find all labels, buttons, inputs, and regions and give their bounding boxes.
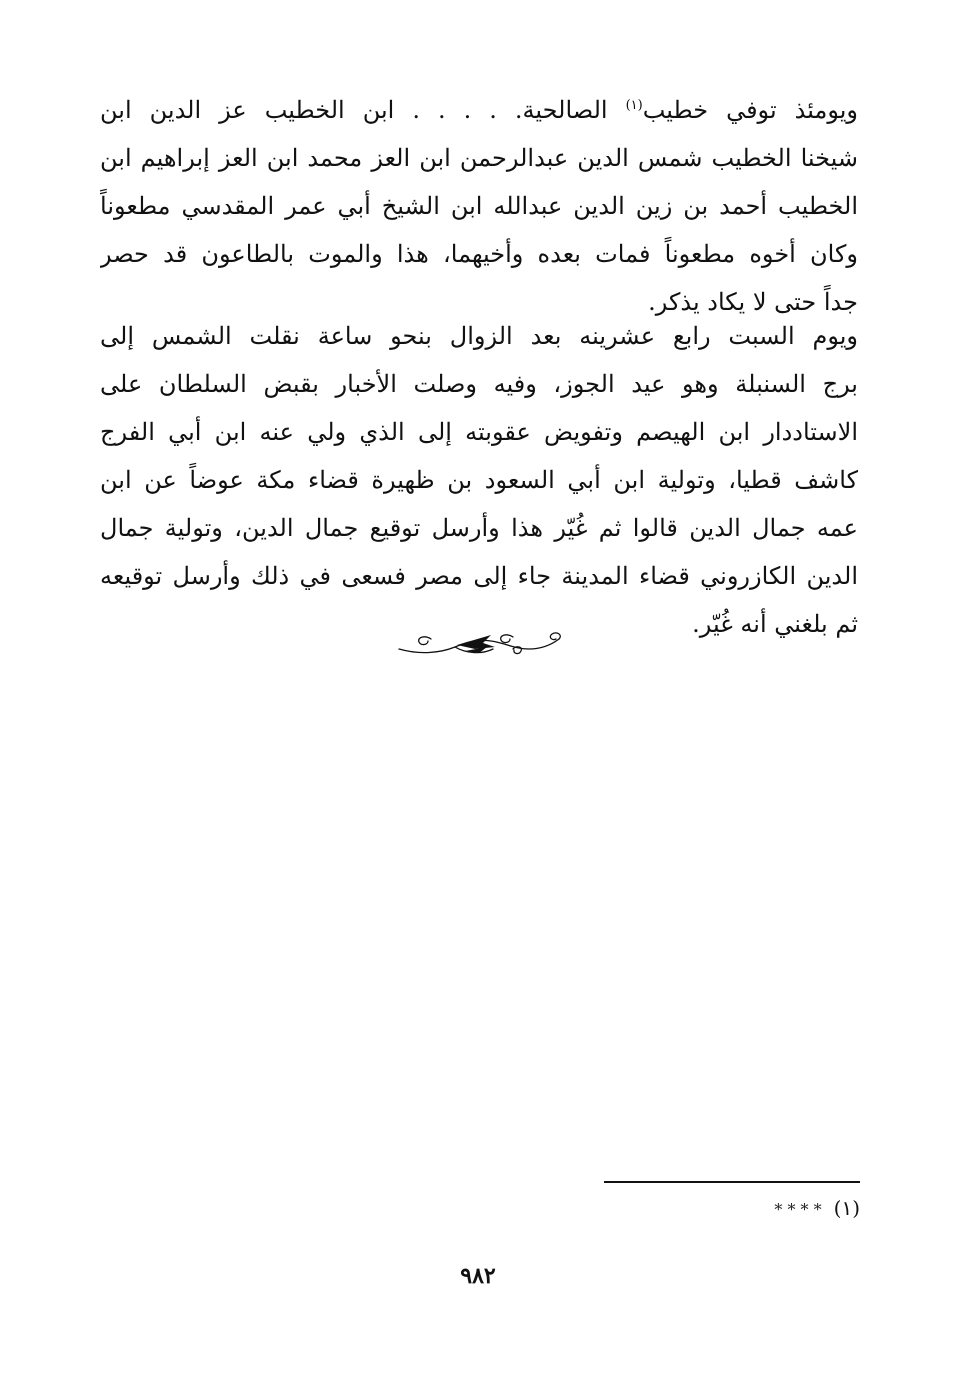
page-number: ٩٨٢ xyxy=(460,1263,496,1289)
paragraph-2-line-7: ثم بلغني أنه غُيّر. xyxy=(692,610,858,638)
decorative-flourish-icon xyxy=(395,625,565,665)
line-text: ويومئذ توفي خطيب xyxy=(642,96,858,124)
footnote-separator xyxy=(604,1181,860,1183)
footnote-text: * * * * xyxy=(774,1200,822,1219)
paragraph-2-line-4: كاشف قطيا، وتولية ابن أبي السعود بن ظهيرة قضاء مكة عوضاً عن ابن xyxy=(100,466,858,494)
paragraph-2-line-6: الدين الكازروني قضاء المدينة جاء إلى مصر فسعى في ذلك وأرسل توقيعه xyxy=(100,562,858,590)
paragraph-2-line-5: عمه جمال الدين قالوا ثم غُيّر هذا وأرسل توقيع جمال الدين، وتولية جمال xyxy=(100,514,858,542)
paragraph-1-line-5: جداً حتى لا يكاد يذكر. xyxy=(648,288,858,316)
footnote-reference[interactable]: (١) xyxy=(625,98,643,113)
paragraph-1 xyxy=(100,86,858,326)
footnote xyxy=(600,1190,860,1228)
footnote-marker: (١) xyxy=(833,1196,860,1220)
line-text: الصالحية. . . . . ابن الخطيب عز الدين ابن xyxy=(100,96,626,124)
paragraph-1-line-3: الخطيب أحمد بن زين الدين عبدالله ابن الشيخ أبي عمر المقدسي مطعوناً xyxy=(100,192,858,220)
paragraph-2-line-1: ويوم السبت رابع عشرينه بعد الزوال بنحو ساعة نقلت الشمس إلى xyxy=(100,322,858,350)
paragraph-1-line-4: وكان أخوه مطعوناً فمات بعده وأخيهما، هذا والموت بالطاعون قد حصر xyxy=(100,240,858,268)
paragraph-2-line-2: برج السنبلة وهو عيد الجوز، وفيه وصلت الأخبار بقبض السلطان على xyxy=(100,370,858,398)
paragraph-1-line-2: شيخنا الخطيب شمس الدين عبدالرحمن ابن العز محمد ابن العز إبراهيم ابن xyxy=(100,144,858,172)
paragraph-2-line-3: الاستاددار ابن الهيصم وتفويض عقوبته إلى الذي ولي عنه ابن أبي الفرج xyxy=(100,418,858,446)
paragraph-1-line-1 xyxy=(100,86,858,134)
paragraph-2 xyxy=(100,312,858,648)
